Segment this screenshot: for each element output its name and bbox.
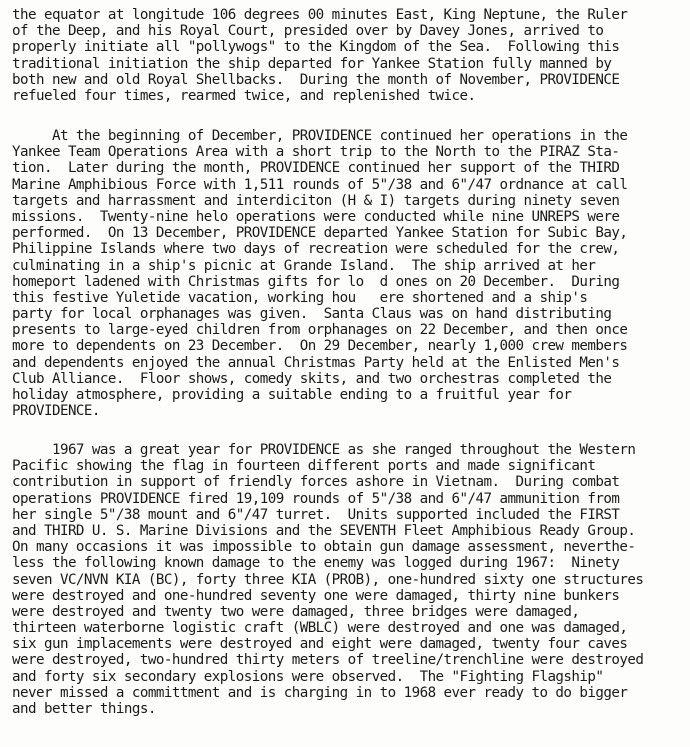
text-line: tion. Later during the month, PROVIDENCE continued her support of the THIRD xyxy=(12,160,620,177)
text-line: missions. Twenty-nine helo operations were conducted while nine UNREPS were xyxy=(12,208,620,225)
paragraph-december-operations xyxy=(12,128,688,419)
text-line: her single 5"/38 mount and 6"/47 turret. Units supported included the FIRST xyxy=(12,506,620,523)
text-line: properly initiate all "pollywogs" to the Kingdom of the Sea. Following this xyxy=(12,39,620,56)
text-line: were destroyed, two-hundred thirty meters of treeline/trenchline were destroyed xyxy=(12,652,644,669)
paragraph-equator-crossing xyxy=(12,7,688,104)
text-line: this festive Yuletide vacation, working hou ere shortened and a ship's xyxy=(12,289,588,306)
text-line: presents to large-eyed children from orphanages on 22 December, and then once xyxy=(12,322,628,339)
text-line: seven VC/NVN KIA (BC), forty three KIA (PROB), one-hundred sixty one structures xyxy=(12,571,644,588)
text-line: contribution in support of friendly forces ashore in Vietnam. During combat xyxy=(12,474,620,491)
text-line: party for local orphanages was given. Santa Claus was on hand distributing xyxy=(12,306,612,323)
text-line: more to dependents on 23 December. On 29 December, nearly 1,000 crew members xyxy=(12,338,628,355)
text-line: both new and old Royal Shellbacks. During the month of November, PROVIDENCE xyxy=(12,71,620,88)
text-line: On many occasions it was impossible to obtain gun damage assessment, neverthe- xyxy=(12,539,636,556)
text-line: and forty six secondary explosions were observed. The "Fighting Flagship" xyxy=(12,668,604,685)
text-line: six gun implacements were destroyed and eight were damaged, twenty four caves xyxy=(12,636,628,653)
text-line: operations PROVIDENCE fired 19,109 rounds of 5"/38 and 6"/47 ammunition from xyxy=(12,490,620,507)
text-line: were destroyed and twenty two were damaged, three bridges were damaged, xyxy=(12,603,580,620)
text-line: traditional initiation the ship departed for Yankee Station fully manned by xyxy=(12,55,612,72)
text-line: 1967 was a great year for PROVIDENCE as she ranged throughout the Western xyxy=(12,442,636,458)
text-line: refueled four times, rearmed twice, and replenished twice. xyxy=(12,87,476,104)
text-line: Philippine Islands where two days of recreation were scheduled for the crew, xyxy=(12,241,620,258)
text-line: less the following known damage to the enemy was logged during 1967: Ninety xyxy=(12,555,620,572)
text-line: PROVIDENCE. xyxy=(12,403,100,420)
paragraph-1967-summary xyxy=(12,442,688,717)
text-line: and dependents enjoyed the annual Christmas Party held at the Enlisted Men's xyxy=(12,354,620,371)
text-line: were destroyed and one-hundred seventy one were damaged, thirty nine bunkers xyxy=(12,587,620,604)
text-line: and THIRD U. S. Marine Divisions and the SEVENTH Fleet Amphibious Ready Group. xyxy=(12,522,636,539)
text-line: culminating in a ship's picnic at Grande Island. The ship arrived at her xyxy=(12,257,596,274)
text-line: targets and harrassment and interdiciton (H & I) targets during ninety seven xyxy=(12,192,620,209)
text-line: At the beginning of December, PROVIDENCE continued her operations in the xyxy=(12,128,628,144)
text-line: the equator at longitude 106 degrees 00 minutes East, King Neptune, the Ruler xyxy=(12,7,628,23)
text-line: performed. On 13 December, PROVIDENCE departed Yankee Station for Subic Bay, xyxy=(12,225,628,242)
text-line: Yankee Team Operations Area with a short trip to the North to the PIRAZ Sta- xyxy=(12,144,620,161)
text-line: homeport ladened with Christmas gifts for lo d ones on 20 December. During xyxy=(12,273,620,290)
text-line: and better things. xyxy=(12,701,156,717)
text-line: Marine Amphibious Force with 1,511 rounds of 5"/38 and 6"/47 ordnance at call xyxy=(12,176,628,193)
text-line: holiday atmosphere, providing a suitable ending to a fruitful year for xyxy=(12,387,572,403)
text-line: never missed a committment and is charging in to 1968 ever ready to do bigger xyxy=(12,684,628,701)
text-line: Club Alliance. Floor shows, comedy skits, and two orchestras completed the xyxy=(12,370,612,387)
text-line: Pacific showing the flag in fourteen different ports and made significant xyxy=(12,458,596,475)
text-line: thirteen waterborne logistic craft (WBLC) were destroyed and one was damaged, xyxy=(12,620,628,637)
text-line: of the Deep, and his Royal Court, presided over by Davey Jones, arrived to xyxy=(12,23,604,40)
